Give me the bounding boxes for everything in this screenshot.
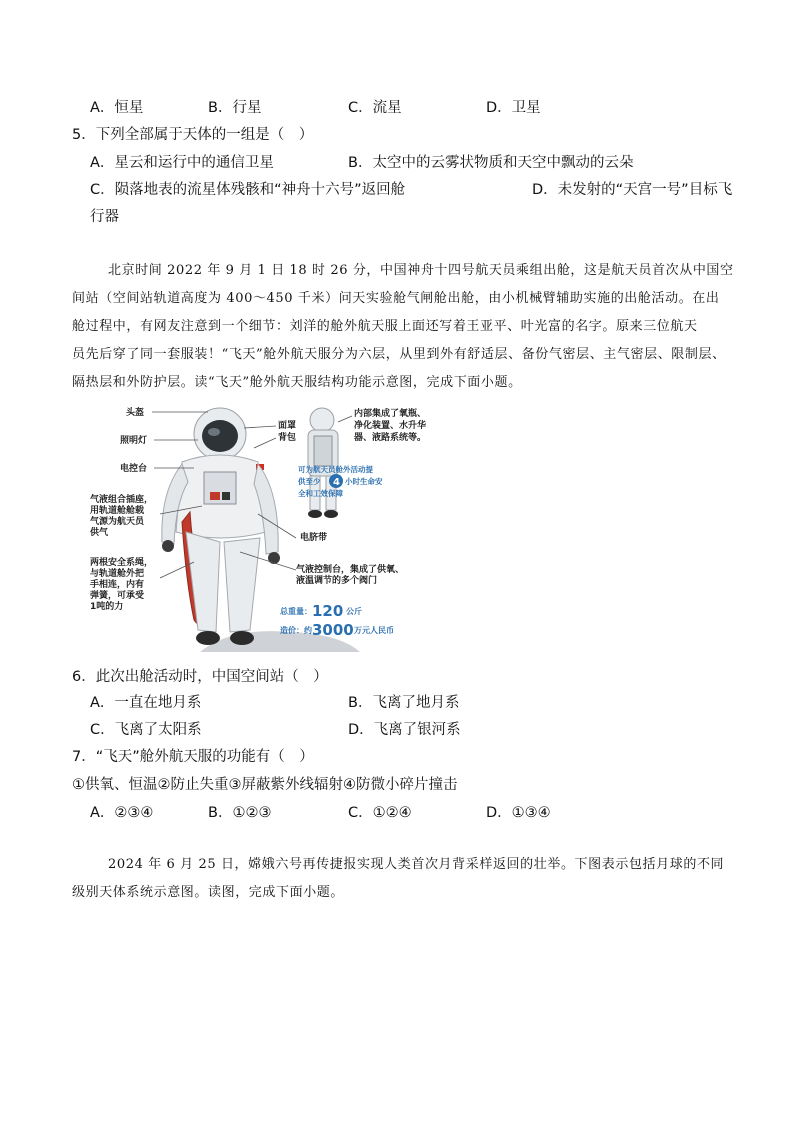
- q5-option-d: D．未发射的“天宫一号”目标飞: [532, 182, 733, 198]
- q5-stem: 5．下列全部属于天体的一组是（ ）: [72, 127, 314, 143]
- spacesuit-diagram: [90, 402, 462, 664]
- cost-unit: 万元人民币: [354, 626, 394, 635]
- q6-option-d: D．飞离了银河系: [348, 722, 461, 738]
- label-support: 全和工效保障: [298, 489, 343, 498]
- label-plug: 用轨道舱舱载: [90, 506, 145, 516]
- label-backpack: 背包: [278, 433, 297, 443]
- weight-unit: 公斤: [346, 607, 362, 616]
- label-support-hours: 4: [333, 477, 340, 488]
- q6-option-a: A．一直在地月系: [90, 695, 202, 711]
- q7-option-a: A．②③④: [90, 805, 154, 821]
- q7-items: ①供氧、恒温②防止失重③屏蔽紫外线辐射④防微小碎片撞击: [72, 777, 458, 793]
- label-support: 供至少: [298, 477, 321, 486]
- q7-option-c: C．①②④: [348, 805, 412, 821]
- q7-option-b: B．①②③: [208, 805, 272, 821]
- weight-value: 120: [312, 602, 344, 620]
- label-inside: 器、液路系统等。: [354, 433, 427, 443]
- passage2-line: 2024 年 6 月 25 日，嫦娥六号再传捷报实现人类首次月背采样返回的壮举。下图表示包括月球的不同: [108, 857, 725, 872]
- label-visor: 面罩: [278, 421, 297, 431]
- label-ropes: 与轨道舱外把: [90, 569, 145, 579]
- label-ropes: 两根安全系绳，: [90, 558, 154, 568]
- cost-value: 3000: [312, 621, 354, 639]
- label-inside: 净化装置、水升华: [354, 421, 427, 431]
- label-console: 电控台: [120, 464, 148, 474]
- q7-option-d: D．①③④: [486, 805, 551, 821]
- label-ropes: 弹簧，可承受: [90, 591, 145, 601]
- label-umbilical: 电脐带: [300, 533, 328, 543]
- q5-option-c: C．陨落地表的流星体残骸和“神舟十六号”返回舱: [90, 182, 406, 198]
- label-inside: 内部集成了氧瓶、: [354, 409, 427, 419]
- passage1-line: 舱过程中，有网友注意到一个细节：刘洋的舱外航天服上面还写着王亚平、叶光富的名字。原来三位航天: [72, 319, 698, 334]
- label-ropes: 手相连，内有: [90, 580, 145, 590]
- label-valve: 液温调节的多个阀门: [296, 576, 378, 586]
- q4-option-c: C．流星: [348, 100, 402, 116]
- label-light: 照明灯: [120, 436, 148, 446]
- label-support: 可为航天员舱外活动提: [298, 465, 373, 474]
- spacesuit-figure: [90, 402, 462, 664]
- label-weight: 总重量：: [280, 607, 312, 616]
- q6-option-c: C．飞离了太阳系: [90, 722, 202, 738]
- spacesuit-back-view: [308, 408, 338, 518]
- label-plug: 气液组合插座，: [90, 495, 154, 505]
- label-plug: 供气: [90, 528, 109, 538]
- passage1-line: 间站（空间站轨道高度为 400～450 千米）问天实验舱气闸舱出舱，由小机械臂辅助实施的出舱活动。在出: [72, 291, 720, 306]
- label-helmet: 头盔: [126, 408, 145, 418]
- label-plug: 气源为航天员: [90, 517, 145, 527]
- passage1-line: 员先后穿了同一套服装！“飞天”舱外航天服分为六层，从里到外有舒适层、备份气密层、主气密层、限制层、: [72, 347, 726, 362]
- q5-option-a: A．星云和运行中的通信卫星: [90, 155, 274, 171]
- label-cost: 造价：约: [280, 626, 312, 635]
- q4-option-a: A．恒星: [90, 100, 144, 116]
- q5-option-b: B．太空中的云雾状物质和天空中飘动的云朵: [348, 155, 634, 171]
- q4-option-d: D．卫星: [486, 100, 541, 116]
- q5-option-d-cont: 行器: [90, 209, 119, 225]
- q4-option-b: B．行星: [208, 100, 262, 116]
- q7-stem: 7．“飞天”舱外航天服的功能有（ ）: [72, 749, 314, 765]
- label-valve: 气液控制台，集成了供氧、: [296, 565, 405, 575]
- passage1-line: 隔热层和外防护层。读“飞天”舱外航天服结构功能示意图，完成下面小题。: [72, 375, 522, 390]
- passage2-line: 级别天体系统示意图。读图，完成下面小题。: [72, 885, 345, 900]
- label-support: 小时生命安: [345, 477, 383, 486]
- q6-stem: 6．此次出舱活动时，中国空间站（ ）: [72, 669, 328, 685]
- label-ropes: 1吨的力: [90, 602, 124, 612]
- spacesuit-illustration: [162, 408, 280, 645]
- passage1-line: 北京时间 2022 年 9 月 1 日 18 时 26 分，中国神舟十四号航天员乘组出舱，这是航天员首次从中国空: [108, 263, 734, 278]
- q6-option-b: B．飞离了地月系: [348, 695, 460, 711]
